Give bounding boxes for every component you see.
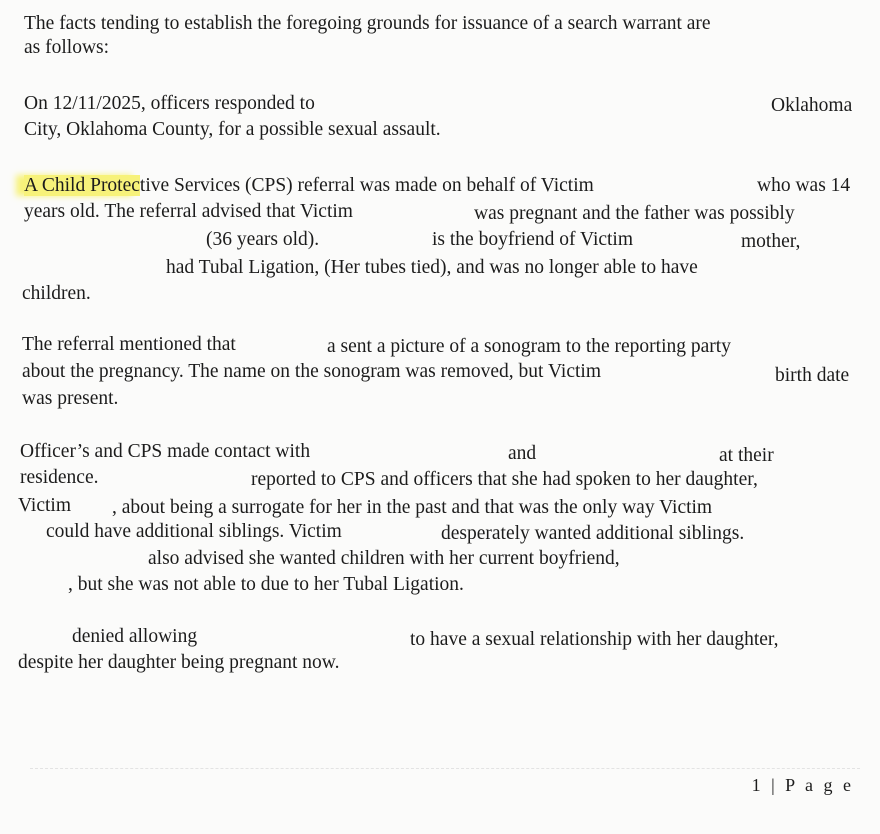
paragraph-3-line-4: had Tubal Ligation, (Her tubes tied), and was no longer able to have: [166, 257, 698, 278]
paragraph-3-line-2b: was pregnant and the father was possibly: [474, 203, 795, 224]
paragraph-5-line-4a: could have additional siblings. Victim: [46, 521, 342, 542]
paragraph-3-line-1: [24, 174, 594, 198]
paragraph-5-line-2a: residence.: [20, 467, 99, 488]
footer-divider: [30, 768, 860, 769]
paragraph-1-line-2: as follows:: [24, 37, 110, 58]
paragraph-4-line-2a: about the pregnancy. The name on the sonogram was removed, but Victim: [22, 361, 601, 382]
paragraph-4-line-3: was present.: [22, 388, 119, 409]
paragraph-3-line-3b: is the boyfriend of Victim: [432, 229, 634, 250]
paragraph-4-line-1a: The referral mentioned that: [22, 334, 236, 355]
paragraph-3-line-5: children.: [22, 283, 91, 304]
highlighted-text: A Child Protec: [24, 175, 140, 196]
paragraph-5-line-3a: Victim: [18, 495, 71, 516]
paragraph-4-line-1b: a sent a picture of a sonogram to the reporting party: [327, 336, 731, 357]
paragraph-5-line-1a: Officer’s and CPS made contact with: [20, 441, 311, 462]
paragraph-6-line-2: despite her daughter being pregnant now.: [18, 652, 340, 673]
paragraph-3-line-2a: years old. The referral advised that Victim: [24, 201, 353, 222]
paragraph-5-line-1c: at their: [719, 445, 774, 466]
paragraph-5-line-4b: desperately wanted additional siblings.: [441, 523, 745, 544]
paragraph-2-line-1b: Oklahoma: [771, 95, 853, 116]
paragraph-4-line-2b: birth date: [775, 365, 850, 386]
paragraph-3-line-1-rest: tive Services (CPS) referral was made on behalf of Victim: [139, 175, 594, 196]
paragraph-6-line-1b: to have a sexual relationship with her daughter,: [410, 629, 779, 650]
paragraph-5-line-5: also advised she wanted children with her current boyfriend,: [148, 548, 620, 569]
page-number: 1 | P a g e: [751, 775, 854, 795]
paragraph-2-line-2: City, Oklahoma County, for a possible sexual assault.: [24, 119, 441, 140]
paragraph-5-line-6: , but she was not able to due to her Tubal Ligation.: [68, 574, 464, 595]
paragraph-5-line-3b: , about being a surrogate for her in the past and that was the only way Victim: [112, 497, 713, 518]
paragraph-3-line-1-end: who was 14: [757, 175, 851, 196]
paragraph-3-line-3c: mother,: [741, 231, 801, 252]
paragraph-1-line-1: The facts tending to establish the foregoing grounds for issuance of a search warrant are: [24, 13, 711, 34]
paragraph-6-line-1a: denied allowing: [72, 626, 198, 647]
paragraph-5-line-1b: and: [508, 443, 537, 464]
paragraph-2-line-1a: On 12/11/2025, officers responded to: [24, 93, 315, 114]
paragraph-3-line-3a: (36 years old).: [206, 229, 320, 250]
paragraph-5-line-2b: reported to CPS and officers that she had spoken to her daughter,: [251, 469, 758, 490]
